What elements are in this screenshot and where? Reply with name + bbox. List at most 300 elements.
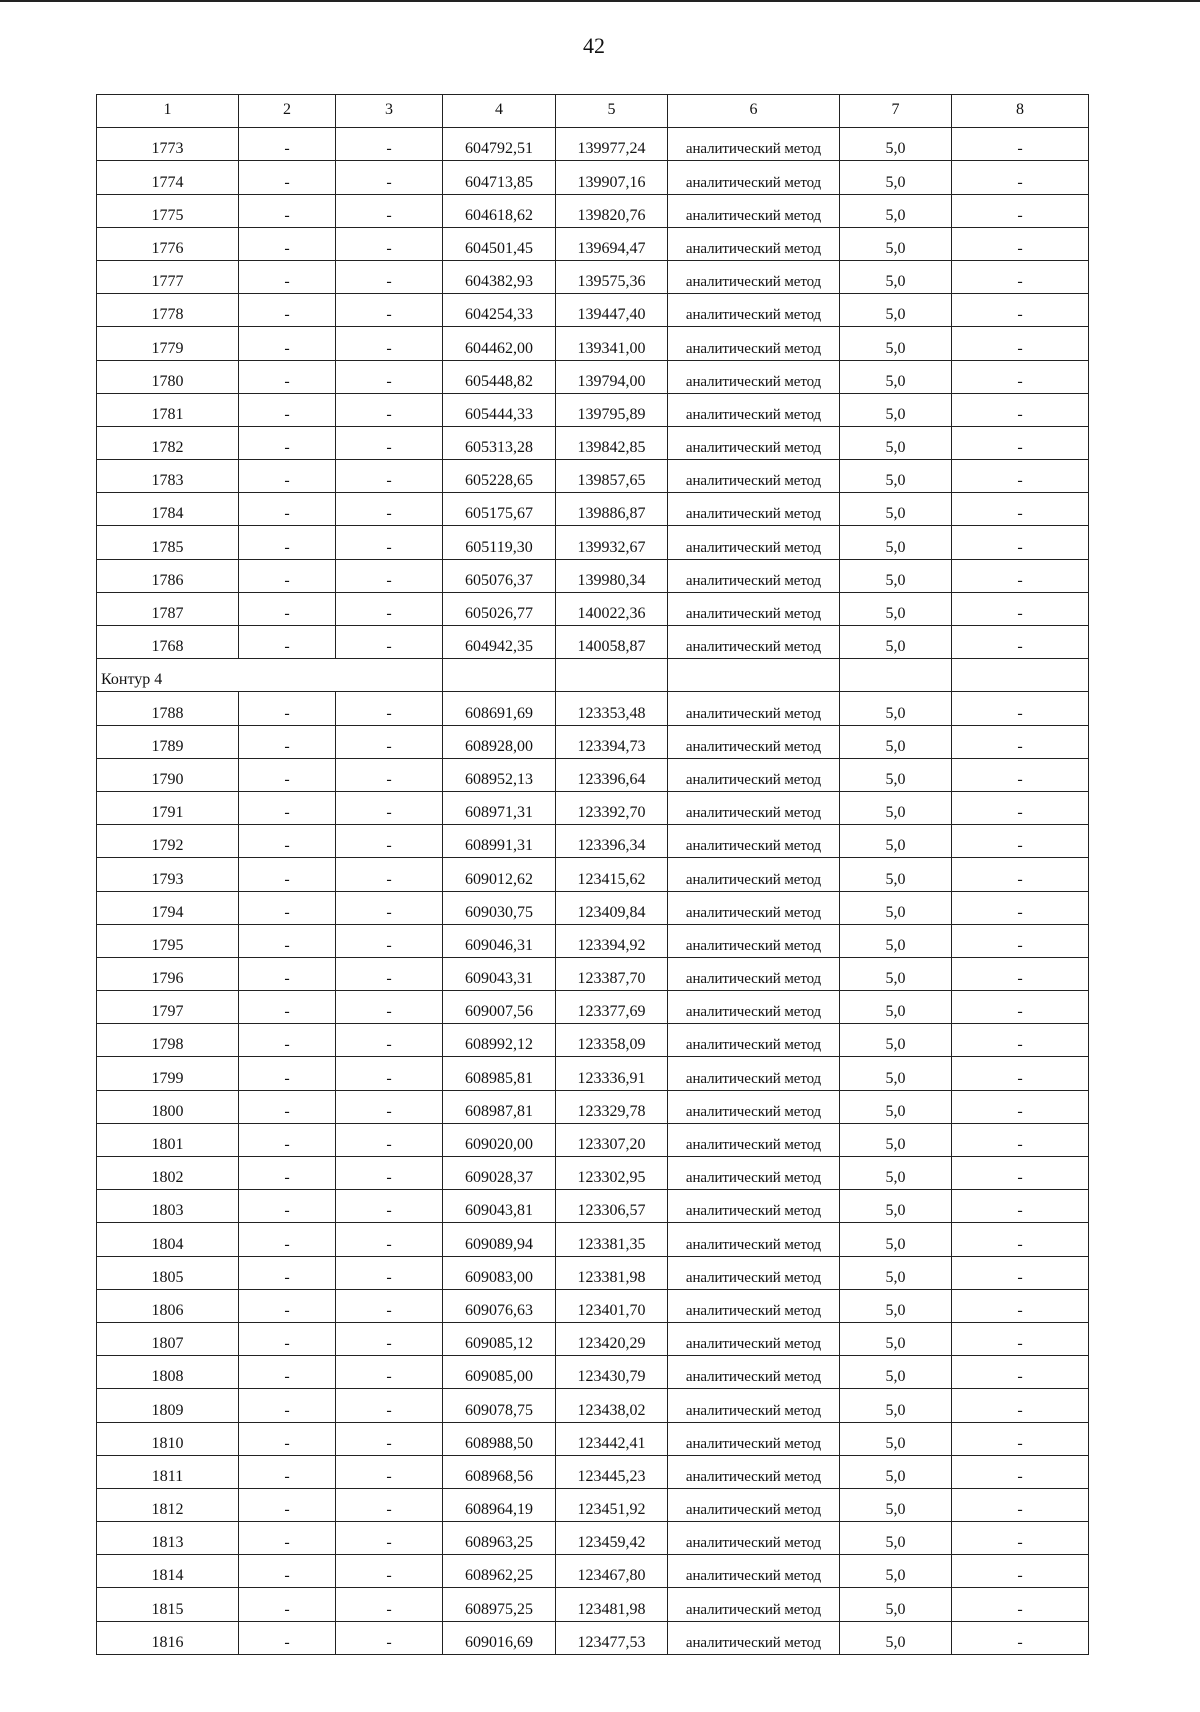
accuracy-cell: 5,0 — [840, 758, 952, 791]
table-row — [97, 393, 1089, 426]
x-coordinate-cell: 609012,62 — [443, 858, 556, 891]
method-cell: аналитический метод — [668, 360, 840, 393]
point-number-cell: 1793 — [97, 858, 239, 891]
col3-cell: - — [336, 858, 443, 891]
col8-cell: - — [952, 1522, 1089, 1555]
accuracy-cell: 5,0 — [840, 1024, 952, 1057]
col2-cell: - — [239, 194, 336, 227]
method-cell: аналитический метод — [668, 1123, 840, 1156]
x-coordinate-cell: 605228,65 — [443, 460, 556, 493]
method-cell: аналитический метод — [668, 1422, 840, 1455]
col3-cell: - — [336, 426, 443, 459]
col2-cell: - — [239, 1090, 336, 1123]
table-row — [97, 227, 1089, 260]
point-number-cell: 1815 — [97, 1588, 239, 1621]
x-coordinate-cell: 604942,35 — [443, 626, 556, 659]
x-coordinate-cell: 609089,94 — [443, 1223, 556, 1256]
accuracy-cell: 5,0 — [840, 161, 952, 194]
x-coordinate-cell: 609030,75 — [443, 891, 556, 924]
accuracy-cell: 5,0 — [840, 692, 952, 725]
col8-cell: - — [952, 1488, 1089, 1521]
y-coordinate-cell: 123396,64 — [556, 758, 668, 791]
col8-cell: - — [952, 128, 1089, 161]
col8-cell: - — [952, 194, 1089, 227]
accuracy-cell: 5,0 — [840, 825, 952, 858]
method-cell: аналитический метод — [668, 294, 840, 327]
x-coordinate-cell: 604792,51 — [443, 128, 556, 161]
col3-cell: - — [336, 1289, 443, 1322]
y-coordinate-cell: 123445,23 — [556, 1455, 668, 1488]
table-row — [97, 493, 1089, 526]
method-cell: аналитический метод — [668, 393, 840, 426]
accuracy-cell: 5,0 — [840, 1057, 952, 1090]
table-row — [97, 460, 1089, 493]
table-row — [97, 294, 1089, 327]
point-number-cell: 1784 — [97, 493, 239, 526]
col8-cell: - — [952, 1190, 1089, 1223]
method-cell: аналитический метод — [668, 858, 840, 891]
x-coordinate-cell: 609085,12 — [443, 1322, 556, 1355]
method-cell: аналитический метод — [668, 1223, 840, 1256]
point-number-cell: 1809 — [97, 1389, 239, 1422]
table-row — [97, 260, 1089, 293]
accuracy-cell: 5,0 — [840, 294, 952, 327]
col3-cell: - — [336, 227, 443, 260]
col3-cell: - — [336, 1157, 443, 1190]
col8-cell: - — [952, 260, 1089, 293]
point-number-cell: 1790 — [97, 758, 239, 791]
y-coordinate-cell: 123329,78 — [556, 1090, 668, 1123]
accuracy-cell: 5,0 — [840, 1522, 952, 1555]
point-number-cell: 1780 — [97, 360, 239, 393]
table-row — [97, 957, 1089, 990]
y-coordinate-cell: 123394,73 — [556, 725, 668, 758]
col8-cell: - — [952, 426, 1089, 459]
col2-cell: - — [239, 1289, 336, 1322]
table-row — [97, 1190, 1089, 1223]
method-cell: аналитический метод — [668, 161, 840, 194]
column-header: 4 — [443, 95, 556, 128]
method-cell: аналитический метод — [668, 260, 840, 293]
y-coordinate-cell: 139932,67 — [556, 526, 668, 559]
point-number-cell: 1811 — [97, 1455, 239, 1488]
x-coordinate-cell: 608963,25 — [443, 1522, 556, 1555]
table-header-row — [97, 95, 1089, 128]
point-number-cell: 1792 — [97, 825, 239, 858]
table-row — [97, 1157, 1089, 1190]
col3-cell: - — [336, 1389, 443, 1422]
col2-cell: - — [239, 825, 336, 858]
col8-cell: - — [952, 1555, 1089, 1588]
col2-cell: - — [239, 1157, 336, 1190]
x-coordinate-cell: 604713,85 — [443, 161, 556, 194]
col8-cell: - — [952, 327, 1089, 360]
accuracy-cell: 5,0 — [840, 626, 952, 659]
col2-cell: - — [239, 1190, 336, 1223]
point-number-cell: 1781 — [97, 393, 239, 426]
col2-cell: - — [239, 1455, 336, 1488]
column-header: 6 — [668, 95, 840, 128]
col3-cell: - — [336, 1223, 443, 1256]
column-header: 7 — [840, 95, 952, 128]
col2-cell: - — [239, 1322, 336, 1355]
accuracy-cell: 5,0 — [840, 227, 952, 260]
col8-cell: - — [952, 791, 1089, 824]
col3-cell: - — [336, 1522, 443, 1555]
accuracy-cell: 5,0 — [840, 1555, 952, 1588]
table-row — [97, 1356, 1089, 1389]
col2-cell: - — [239, 1123, 336, 1156]
column-header: 8 — [952, 95, 1089, 128]
page-number: 42 — [583, 33, 605, 58]
col2-cell: - — [239, 991, 336, 1024]
col2-cell: - — [239, 891, 336, 924]
point-number-cell: 1805 — [97, 1256, 239, 1289]
point-number-cell: 1778 — [97, 294, 239, 327]
table-row — [97, 1123, 1089, 1156]
y-coordinate-cell: 123477,53 — [556, 1621, 668, 1654]
col3-cell: - — [336, 1190, 443, 1223]
x-coordinate-cell: 608991,31 — [443, 825, 556, 858]
col2-cell: - — [239, 360, 336, 393]
x-coordinate-cell: 605444,33 — [443, 393, 556, 426]
accuracy-cell: 5,0 — [840, 858, 952, 891]
col3-cell: - — [336, 725, 443, 758]
method-cell: аналитический метод — [668, 1488, 840, 1521]
col3-cell: - — [336, 626, 443, 659]
y-coordinate-cell: 123336,91 — [556, 1057, 668, 1090]
x-coordinate-cell: 604618,62 — [443, 194, 556, 227]
col3-cell: - — [336, 460, 443, 493]
col8-cell: - — [952, 227, 1089, 260]
y-coordinate-cell: 123430,79 — [556, 1356, 668, 1389]
empty-cell — [952, 659, 1089, 692]
table-row — [97, 1555, 1089, 1588]
y-coordinate-cell: 139980,34 — [556, 559, 668, 592]
table-row — [97, 526, 1089, 559]
method-cell: аналитический метод — [668, 758, 840, 791]
x-coordinate-cell: 608962,25 — [443, 1555, 556, 1588]
col3-cell: - — [336, 526, 443, 559]
col3-cell: - — [336, 393, 443, 426]
x-coordinate-cell: 604254,33 — [443, 294, 556, 327]
x-coordinate-cell: 609043,31 — [443, 957, 556, 990]
x-coordinate-cell: 605448,82 — [443, 360, 556, 393]
col8-cell: - — [952, 1322, 1089, 1355]
point-number-cell: 1791 — [97, 791, 239, 824]
method-cell: аналитический метод — [668, 1057, 840, 1090]
section-row — [97, 659, 1089, 692]
accuracy-cell: 5,0 — [840, 891, 952, 924]
y-coordinate-cell: 123377,69 — [556, 991, 668, 1024]
y-coordinate-cell: 123358,09 — [556, 1024, 668, 1057]
point-number-cell: 1779 — [97, 327, 239, 360]
coordinates-table — [96, 94, 1089, 1655]
col8-cell: - — [952, 1289, 1089, 1322]
table-row — [97, 194, 1089, 227]
x-coordinate-cell: 608968,56 — [443, 1455, 556, 1488]
col8-cell: - — [952, 1621, 1089, 1654]
accuracy-cell: 5,0 — [840, 1256, 952, 1289]
method-cell: аналитический метод — [668, 1621, 840, 1654]
method-cell: аналитический метод — [668, 592, 840, 625]
col2-cell: - — [239, 227, 336, 260]
col8-cell: - — [952, 1157, 1089, 1190]
method-cell: аналитический метод — [668, 957, 840, 990]
table-row — [97, 858, 1089, 891]
point-number-cell: 1796 — [97, 957, 239, 990]
y-coordinate-cell: 139694,47 — [556, 227, 668, 260]
col2-cell: - — [239, 559, 336, 592]
col8-cell: - — [952, 1422, 1089, 1455]
x-coordinate-cell: 605026,77 — [443, 592, 556, 625]
point-number-cell: 1787 — [97, 592, 239, 625]
col3-cell: - — [336, 1621, 443, 1654]
point-number-cell: 1798 — [97, 1024, 239, 1057]
table-row — [97, 161, 1089, 194]
method-cell: аналитический метод — [668, 924, 840, 957]
col2-cell: - — [239, 526, 336, 559]
x-coordinate-cell: 609078,75 — [443, 1389, 556, 1422]
method-cell: аналитический метод — [668, 692, 840, 725]
col2-cell: - — [239, 1422, 336, 1455]
x-coordinate-cell: 608964,19 — [443, 1488, 556, 1521]
point-number-cell: 1800 — [97, 1090, 239, 1123]
x-coordinate-cell: 609046,31 — [443, 924, 556, 957]
x-coordinate-cell: 609043,81 — [443, 1190, 556, 1223]
y-coordinate-cell: 139907,16 — [556, 161, 668, 194]
table-row — [97, 725, 1089, 758]
col3-cell: - — [336, 692, 443, 725]
table-row — [97, 825, 1089, 858]
point-number-cell: 1794 — [97, 891, 239, 924]
method-cell: аналитический метод — [668, 194, 840, 227]
table-row — [97, 1289, 1089, 1322]
y-coordinate-cell: 123306,57 — [556, 1190, 668, 1223]
point-number-cell: 1808 — [97, 1356, 239, 1389]
table-row — [97, 1057, 1089, 1090]
col8-cell: - — [952, 393, 1089, 426]
empty-cell — [443, 659, 556, 692]
table-row — [97, 758, 1089, 791]
x-coordinate-cell: 608691,69 — [443, 692, 556, 725]
method-cell: аналитический метод — [668, 1090, 840, 1123]
col2-cell: - — [239, 1555, 336, 1588]
table-row — [97, 1024, 1089, 1057]
col3-cell: - — [336, 592, 443, 625]
y-coordinate-cell: 139886,87 — [556, 493, 668, 526]
col8-cell: - — [952, 1389, 1089, 1422]
y-coordinate-cell: 140058,87 — [556, 626, 668, 659]
y-coordinate-cell: 123302,95 — [556, 1157, 668, 1190]
col8-cell: - — [952, 758, 1089, 791]
col3-cell: - — [336, 360, 443, 393]
y-coordinate-cell: 139795,89 — [556, 393, 668, 426]
col2-cell: - — [239, 327, 336, 360]
col3-cell: - — [336, 1057, 443, 1090]
table-row — [97, 1455, 1089, 1488]
col3-cell: - — [336, 559, 443, 592]
y-coordinate-cell: 123396,34 — [556, 825, 668, 858]
table-row — [97, 128, 1089, 161]
accuracy-cell: 5,0 — [840, 393, 952, 426]
col8-cell: - — [952, 493, 1089, 526]
x-coordinate-cell: 609028,37 — [443, 1157, 556, 1190]
accuracy-cell: 5,0 — [840, 559, 952, 592]
y-coordinate-cell: 123415,62 — [556, 858, 668, 891]
col3-cell: - — [336, 924, 443, 957]
accuracy-cell: 5,0 — [840, 1289, 952, 1322]
method-cell: аналитический метод — [668, 327, 840, 360]
point-number-cell: 1803 — [97, 1190, 239, 1223]
table-row — [97, 1621, 1089, 1654]
col2-cell: - — [239, 1356, 336, 1389]
y-coordinate-cell: 123307,20 — [556, 1123, 668, 1156]
col3-cell: - — [336, 1322, 443, 1355]
x-coordinate-cell: 608987,81 — [443, 1090, 556, 1123]
method-cell: аналитический метод — [668, 1322, 840, 1355]
point-number-cell: 1813 — [97, 1522, 239, 1555]
accuracy-cell: 5,0 — [840, 1455, 952, 1488]
col3-cell: - — [336, 991, 443, 1024]
col2-cell: - — [239, 460, 336, 493]
y-coordinate-cell: 123394,92 — [556, 924, 668, 957]
col8-cell: - — [952, 825, 1089, 858]
y-coordinate-cell: 123467,80 — [556, 1555, 668, 1588]
x-coordinate-cell: 609083,00 — [443, 1256, 556, 1289]
x-coordinate-cell: 608985,81 — [443, 1057, 556, 1090]
col3-cell: - — [336, 1488, 443, 1521]
point-number-cell: 1783 — [97, 460, 239, 493]
method-cell: аналитический метод — [668, 426, 840, 459]
table-row — [97, 1322, 1089, 1355]
col2-cell: - — [239, 260, 336, 293]
col2-cell: - — [239, 758, 336, 791]
y-coordinate-cell: 123392,70 — [556, 791, 668, 824]
table-row — [97, 426, 1089, 459]
col8-cell: - — [952, 1123, 1089, 1156]
col2-cell: - — [239, 858, 336, 891]
method-cell: аналитический метод — [668, 791, 840, 824]
col2-cell: - — [239, 626, 336, 659]
point-number-cell: 1807 — [97, 1322, 239, 1355]
column-header: 3 — [336, 95, 443, 128]
x-coordinate-cell: 609016,69 — [443, 1621, 556, 1654]
accuracy-cell: 5,0 — [840, 426, 952, 459]
y-coordinate-cell: 139341,00 — [556, 327, 668, 360]
col2-cell: - — [239, 128, 336, 161]
table-row — [97, 1090, 1089, 1123]
table-row — [97, 1223, 1089, 1256]
col8-cell: - — [952, 858, 1089, 891]
accuracy-cell: 5,0 — [840, 725, 952, 758]
point-number-cell: 1775 — [97, 194, 239, 227]
col2-cell: - — [239, 493, 336, 526]
table-row — [97, 1588, 1089, 1621]
method-cell: аналитический метод — [668, 1024, 840, 1057]
method-cell: аналитический метод — [668, 1256, 840, 1289]
method-cell: аналитический метод — [668, 1455, 840, 1488]
point-number-cell: 1814 — [97, 1555, 239, 1588]
col3-cell: - — [336, 1455, 443, 1488]
accuracy-cell: 5,0 — [840, 1090, 952, 1123]
col2-cell: - — [239, 1488, 336, 1521]
method-cell: аналитический метод — [668, 1289, 840, 1322]
point-number-cell: 1786 — [97, 559, 239, 592]
method-cell: аналитический метод — [668, 128, 840, 161]
point-number-cell: 1773 — [97, 128, 239, 161]
col2-cell: - — [239, 1621, 336, 1654]
method-cell: аналитический метод — [668, 1389, 840, 1422]
col2-cell: - — [239, 1024, 336, 1057]
point-number-cell: 1799 — [97, 1057, 239, 1090]
col2-cell: - — [239, 592, 336, 625]
table-row — [97, 559, 1089, 592]
col3-cell: - — [336, 891, 443, 924]
col8-cell: - — [952, 1024, 1089, 1057]
point-number-cell: 1806 — [97, 1289, 239, 1322]
point-number-cell: 1795 — [97, 924, 239, 957]
col8-cell: - — [952, 957, 1089, 990]
empty-cell — [668, 659, 840, 692]
accuracy-cell: 5,0 — [840, 1123, 952, 1156]
y-coordinate-cell: 139842,85 — [556, 426, 668, 459]
accuracy-cell: 5,0 — [840, 1223, 952, 1256]
col2-cell: - — [239, 957, 336, 990]
accuracy-cell: 5,0 — [840, 460, 952, 493]
y-coordinate-cell: 123420,29 — [556, 1322, 668, 1355]
accuracy-cell: 5,0 — [840, 194, 952, 227]
y-coordinate-cell: 139820,76 — [556, 194, 668, 227]
col2-cell: - — [239, 294, 336, 327]
table-row — [97, 791, 1089, 824]
y-coordinate-cell: 139794,00 — [556, 360, 668, 393]
table-row — [97, 327, 1089, 360]
col8-cell: - — [952, 1356, 1089, 1389]
y-coordinate-cell: 139575,36 — [556, 260, 668, 293]
point-number-cell: 1768 — [97, 626, 239, 659]
col2-cell: - — [239, 426, 336, 459]
x-coordinate-cell: 608988,50 — [443, 1422, 556, 1455]
table-row — [97, 1522, 1089, 1555]
method-cell: аналитический метод — [668, 1190, 840, 1223]
point-number-cell: 1782 — [97, 426, 239, 459]
point-number-cell: 1802 — [97, 1157, 239, 1190]
empty-cell — [556, 659, 668, 692]
x-coordinate-cell: 604382,93 — [443, 260, 556, 293]
y-coordinate-cell: 123442,41 — [556, 1422, 668, 1455]
x-coordinate-cell: 608952,13 — [443, 758, 556, 791]
col2-cell: - — [239, 161, 336, 194]
col2-cell: - — [239, 1389, 336, 1422]
point-number-cell: 1788 — [97, 692, 239, 725]
x-coordinate-cell: 608971,31 — [443, 791, 556, 824]
accuracy-cell: 5,0 — [840, 1322, 952, 1355]
x-coordinate-cell: 608975,25 — [443, 1588, 556, 1621]
empty-cell — [336, 659, 443, 692]
y-coordinate-cell: 139447,40 — [556, 294, 668, 327]
y-coordinate-cell: 123381,98 — [556, 1256, 668, 1289]
point-number-cell: 1774 — [97, 161, 239, 194]
col2-cell: - — [239, 725, 336, 758]
column-header: 1 — [97, 95, 239, 128]
col3-cell: - — [336, 294, 443, 327]
x-coordinate-cell: 604462,00 — [443, 327, 556, 360]
table-row — [97, 991, 1089, 1024]
y-coordinate-cell: 139857,65 — [556, 460, 668, 493]
point-number-cell: 1812 — [97, 1488, 239, 1521]
accuracy-cell: 5,0 — [840, 1157, 952, 1190]
